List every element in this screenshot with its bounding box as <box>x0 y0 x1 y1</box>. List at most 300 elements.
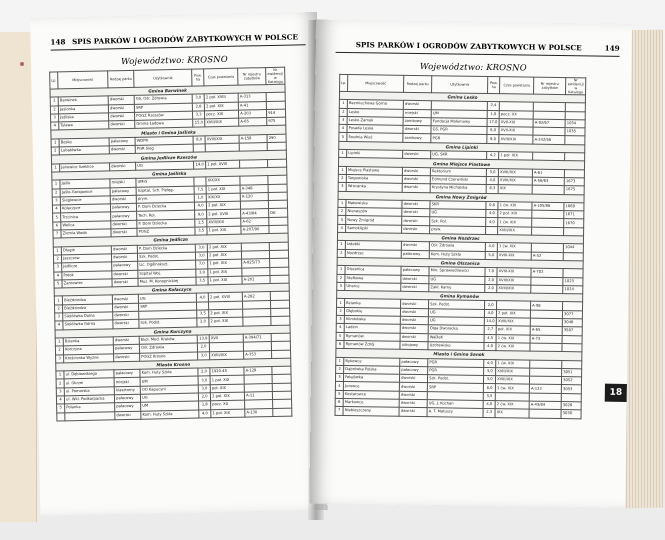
table-cell: 1,0 <box>487 110 499 118</box>
section-title: Gmina Nozdrzec <box>337 232 583 244</box>
table-cell: UM <box>431 109 487 118</box>
table-cell: klasztorny <box>114 386 140 395</box>
table-cell: A-62 <box>241 217 269 226</box>
table-cell: Ziemia Woda <box>61 229 111 238</box>
table-cell: 3,0 <box>198 376 210 385</box>
table-cell: 5 <box>57 404 65 412</box>
table-cell: dworski <box>400 325 428 334</box>
table-cell: UG, SKR <box>431 151 487 160</box>
table-cell: 3,5 <box>483 392 495 400</box>
table-cell: 3077 <box>563 310 583 319</box>
table-cell <box>565 153 585 162</box>
column-header: Miejscowość <box>58 71 108 89</box>
table-cell: 4,0 <box>195 202 207 211</box>
table-cell: 2 poł. XIX <box>207 201 241 210</box>
table-cell: dworski <box>403 150 431 159</box>
left-page-header <box>50 30 305 50</box>
table-cell: Szpital, Sch. Pielęg. <box>136 186 194 196</box>
table-cell: Lesko <box>347 108 403 117</box>
table-cell: 1 ćw. XIX <box>495 384 529 393</box>
table-cell: XVIII/XIX <box>496 367 530 376</box>
table-cell <box>562 343 582 352</box>
table-cell: A-61 <box>532 169 564 178</box>
table-cell: 1 <box>338 199 346 207</box>
table-cell: A-825/73 <box>242 259 270 268</box>
table-cell: pałacowy <box>115 403 141 412</box>
table-cell: SRP <box>427 383 483 392</box>
table-cell: dworski <box>113 303 139 312</box>
table-cell: 2 poł. XIX <box>209 317 243 326</box>
table-cell: PGR <box>431 134 487 143</box>
table-cell: 4,0 <box>484 342 496 350</box>
table-cell: 1,8 <box>199 401 211 410</box>
table-cell: Olga Dworecka <box>428 325 484 334</box>
table-cell: 3053 <box>561 385 581 394</box>
table-cell: 1 <box>56 371 64 379</box>
table-cell: Targowiska <box>346 174 402 183</box>
cover-marker <box>20 62 24 66</box>
table-cell: 1 ćw. XIX <box>498 218 532 227</box>
table-cell: 2 <box>55 305 63 313</box>
table-cell: 1 <box>337 241 345 249</box>
table-cell: 1 <box>339 149 347 157</box>
table-cell: dworski <box>399 408 427 417</box>
table-cell: 2 <box>338 208 346 216</box>
table-cell: 3,5 <box>196 277 208 286</box>
table-cell: dworski <box>111 220 137 229</box>
table-cell <box>486 226 498 234</box>
table-cell: dworski <box>400 316 428 325</box>
table-cell: XVIII/XIX <box>498 226 532 235</box>
table-cell: zamkowy <box>403 134 431 143</box>
table-cell: Kom. Huty Szkła <box>140 368 198 378</box>
table-cell: Lic. Ogólnokszt. <box>138 260 196 270</box>
table-cell <box>561 393 581 402</box>
table-cell: 1 <box>55 338 63 346</box>
table-cell: Jurowce <box>343 382 399 391</box>
table-cell: 2,0 <box>197 318 209 327</box>
table-cell: POGZ Rzeszów <box>135 111 193 121</box>
table-cell <box>565 103 585 112</box>
table-cell: Szk. Rol. <box>430 217 486 226</box>
table-cell <box>564 227 584 236</box>
table-cell: Muz. M. Konopnickiej <box>138 277 196 287</box>
table-cell: pałacowy <box>111 212 137 221</box>
table-cell: XIX <box>495 409 529 418</box>
table-cell: 4 <box>51 122 59 130</box>
table-cell: dworski <box>400 333 428 342</box>
table-cell <box>565 111 585 120</box>
table-cell: 7,0 <box>196 260 208 269</box>
table-cell: A-702 <box>531 268 563 277</box>
table-cell: 5 <box>53 213 61 221</box>
table-cell: XVIII/XIX <box>498 177 532 186</box>
table-cell: 14,0 <box>484 317 496 325</box>
table-cell: dworski <box>109 121 135 130</box>
table-cell: 3046 <box>562 319 582 328</box>
table-cell <box>273 408 292 417</box>
table-cell: 7,5 <box>194 185 206 194</box>
table-cell: 5 <box>54 280 62 288</box>
table-cell: pałacowy <box>114 369 140 378</box>
table-cell: Makowiska <box>346 199 402 208</box>
table-cell: 1024 <box>563 285 583 294</box>
table-cell: 7 <box>53 230 61 238</box>
table-cell <box>57 412 65 420</box>
table-cell: A-65 <box>239 118 267 127</box>
column-header: Nr rejestru zabytków <box>238 68 266 86</box>
table-cell: 1 poł. XIX <box>206 185 240 194</box>
table-cell: 1 poł. XIX <box>208 268 242 277</box>
table-cell: 2,0 <box>197 343 209 352</box>
table-cell: pałacowy <box>401 250 429 259</box>
table-cell: poł. XIX <box>210 384 244 393</box>
table-cell: 2,8 <box>192 102 204 111</box>
table-cell: zamkowy <box>403 117 431 126</box>
table-cell: XIX/XX <box>206 176 240 185</box>
table-cell: 3 <box>337 282 345 290</box>
section-title: Gmina Barwinek <box>50 84 285 97</box>
section-title: Gmina Rymanów <box>337 291 583 303</box>
table-cell: 1 <box>53 247 61 255</box>
table-cell: Polanka <box>65 403 115 412</box>
table-cell: 1 poł. XVIII <box>206 160 240 169</box>
table-cell: 3 <box>56 388 64 396</box>
table-cell: SRP <box>139 302 197 312</box>
table-cell: dworski <box>111 228 137 237</box>
table-cell: Zakł. Karny <box>429 284 485 293</box>
table-cell: XVIII/XIX <box>205 135 239 144</box>
table-cell: A-128 <box>244 367 272 376</box>
table-cell: 1 <box>337 299 345 307</box>
table-cell: Min. Sprawiedliwości <box>429 267 485 276</box>
table-cell <box>564 169 584 178</box>
table-cell: pryw. <box>430 225 486 234</box>
table-cell: XIX/XX <box>206 193 240 202</box>
table-cell: Kom. Huty Szkła <box>429 250 485 259</box>
table-cell: pałacowy <box>113 344 139 353</box>
table-cell: XVIII/XIX <box>205 118 239 127</box>
table-cell: 2 poł. XVIII <box>208 293 242 302</box>
table-cell: 1 poł. XIX <box>208 259 242 268</box>
table-cell: 2,4 <box>487 102 499 110</box>
table-cell: Jasionka <box>58 104 108 113</box>
column-header: Użytkownik <box>432 76 488 94</box>
table-cell: 975 <box>267 117 286 126</box>
table-cell: A-348 <box>240 184 268 193</box>
table-cell: 9,0 <box>195 210 207 219</box>
table-cell: A-353 <box>244 350 272 359</box>
table-cell: 2,0 <box>485 284 497 292</box>
table-cell: dworski <box>113 311 139 320</box>
table-cell <box>65 411 115 420</box>
table-cell: P. Dom Dziecka <box>137 244 195 254</box>
table-cell: A-394/71 <box>243 333 271 342</box>
table-cell: UG <box>429 275 485 284</box>
table-cell: 4 <box>55 321 63 329</box>
table-cell: Posada Leska <box>347 125 403 134</box>
table-cell: 1 ćw. XIX <box>496 359 530 368</box>
table-cell: A-43/84 <box>529 401 561 410</box>
table-cell: A-158 <box>239 134 267 143</box>
table-cell: 3 <box>338 183 346 191</box>
table-cell: 1 poł. XIX <box>211 409 245 418</box>
table-cell: dworski <box>113 336 139 345</box>
table-cell: Bieździedza <box>63 304 113 313</box>
table-cell: Nozdrzec <box>345 249 401 258</box>
table-cell: Besko <box>59 138 109 147</box>
table-cell: Lesko-Zamek <box>347 116 403 125</box>
table-cell: Żarnowiec <box>62 279 112 288</box>
table-cell: Falejówka <box>344 374 400 383</box>
table-cell: XVIII/XIX <box>497 284 531 293</box>
table-cell: P. Dom Dziecka <box>137 219 195 229</box>
table-cell: Rymanów Zdrój <box>344 340 400 349</box>
table-cell: Bzianka <box>345 299 401 308</box>
table-cell: A-92/67 <box>533 119 565 128</box>
table-cell: 3 <box>51 114 59 122</box>
table-cell: Długie <box>61 245 111 254</box>
table-cell: XVII-XIX <box>499 127 533 136</box>
table-cell: OO Kapucyni <box>140 385 198 395</box>
table-cell: dworski <box>108 104 134 113</box>
table-cell: Szk. Podst. <box>138 252 196 262</box>
table-cell: UG <box>138 293 196 303</box>
table-cell: Rymanów <box>344 332 400 341</box>
section-title: Miasto Krosno <box>56 358 291 371</box>
table-cell: 1 poł. XIX <box>207 226 241 235</box>
table-cell <box>197 302 209 311</box>
table-cell: XVIII-XIX <box>497 251 531 260</box>
table-cell: Fundacja Mołomowy <box>431 118 487 127</box>
table-cell: 1 <box>50 97 58 105</box>
table-cell: 1 ćw. XIX <box>498 202 532 211</box>
table-cell: 2 poł. XIX <box>207 243 241 252</box>
table-cell: 4,0 <box>486 218 498 226</box>
section-title: Gmina Lesko <box>339 91 585 103</box>
table-cell: UG <box>136 161 194 171</box>
table-cell: 2 poł. XVIII <box>207 210 241 219</box>
table-cell: Szpital Woj. <box>138 269 196 279</box>
section-title: Miasto i Gmina Sanok <box>336 349 582 361</box>
column-header: Pow. ha <box>488 76 500 93</box>
table-cell: dworski <box>402 184 430 193</box>
table-cell: dworski <box>401 283 429 292</box>
table-cell: Stefkowa <box>345 274 401 283</box>
table-cell <box>563 269 583 278</box>
table-cell: UG <box>141 393 199 403</box>
table-cell: dworski <box>112 270 138 279</box>
table-cell: Jaszczew <box>62 254 112 263</box>
table-cell: A-73 <box>530 335 562 344</box>
table-cell: dworski <box>110 162 136 171</box>
table-cell: Bieździedza <box>62 295 112 304</box>
table-cell <box>562 335 582 344</box>
table-cell: dworski <box>108 96 134 105</box>
table-cell: 3028 <box>561 402 581 411</box>
table-cell: 2,0 <box>198 368 210 377</box>
table-cell: A-207/90 <box>241 226 269 235</box>
table-cell: 290 <box>267 134 286 143</box>
table-cell: ul. Dębiowskiego <box>64 370 114 379</box>
table-cell: Szk. Podst. <box>139 318 197 328</box>
table-cell: XVIII/XIX <box>496 318 530 327</box>
column-header: Nr ewidencji w Katalogu <box>566 78 586 95</box>
table-cell: ul. Wkł. Podkarpacka <box>65 395 115 404</box>
table-cell: 3,0 <box>198 351 210 360</box>
table-cell: 2 poł. XIX <box>208 251 242 260</box>
table-cell: Niebieszczany <box>343 407 399 416</box>
table-cell: A-41 <box>238 101 266 110</box>
table-cell: A-122 <box>529 384 561 393</box>
table-cell: 2 <box>52 188 60 196</box>
table-cell: 1 <box>52 164 60 172</box>
section-title: Gmina Miejsce Piastowe <box>338 158 584 170</box>
table-cell: Trzcinica <box>61 212 111 221</box>
table-cell: POGZ <box>137 227 195 237</box>
right-region-title: Województwo: KROSNO <box>419 61 527 73</box>
table-cell: Olszanica <box>345 266 401 275</box>
table-cell: 8,0 <box>487 127 499 135</box>
column-header: Użytkownik <box>134 69 192 87</box>
table-cell: pryw. <box>136 194 194 204</box>
table-cell: 2 poł. XIX <box>209 309 243 318</box>
table-cell: 3 <box>338 216 346 224</box>
table-cell: 2 <box>337 249 345 257</box>
table-cell: Samoklęski <box>346 224 402 233</box>
table-cell: 13,9 <box>197 335 209 344</box>
table-cell: 1 <box>338 166 346 174</box>
right-page <box>309 20 632 508</box>
table-cell: 3,5 <box>195 227 207 236</box>
table-cell: 4 <box>56 396 64 404</box>
table-cell: 1 ćw. XIX <box>496 334 530 343</box>
table-cell: UG <box>430 209 486 218</box>
table-cell: 1035 <box>565 128 585 137</box>
table-cell: 4,0 <box>486 210 498 218</box>
table-cell: dworski <box>401 242 429 251</box>
table-cell: 7 <box>335 407 343 415</box>
table-cell: dworski <box>403 101 431 110</box>
table-cell: 1 <box>52 180 60 188</box>
table-cell: 2 poł. XIX <box>204 102 238 111</box>
table-cell: 2 <box>51 147 59 155</box>
table-cell: Markowce <box>343 398 399 407</box>
table-cell: XVIII/XIX <box>497 276 531 285</box>
table-cell: Sieglowice <box>60 196 110 205</box>
column-header: Nr rejestru zabytków <box>534 77 566 94</box>
table-cell: 1 <box>336 357 344 365</box>
table-cell: Wolica <box>61 221 111 230</box>
table-cell: 4,0 <box>199 409 211 418</box>
table-cell: 5 <box>336 332 344 340</box>
section-title: Gmina Nowy Żmigród <box>338 191 584 203</box>
column-header: Nr ewidencji w Katalogu <box>267 67 284 85</box>
table-cell: dworski <box>402 167 430 176</box>
table-cell: UG, J. Kochan <box>427 400 483 409</box>
left-header-title: SPIS PARKÓW I OGRODÓW ZABYTKOWYCH W POLSCE <box>71 32 298 47</box>
table-cell: Tech. Rol. <box>137 211 195 221</box>
table-cell: XIX <box>498 185 532 194</box>
table-cell: SRP <box>134 103 192 113</box>
table-cell: dworski <box>401 308 429 317</box>
table-cell: dworski <box>111 245 137 254</box>
table-cell: 4,0 <box>485 243 497 251</box>
column-header: Lp. <box>340 74 348 91</box>
table-cell: 2 <box>336 365 344 373</box>
table-cell: UM <box>141 401 199 411</box>
table-cell: 8,3 <box>486 185 498 193</box>
table-cell: 4 <box>335 382 343 390</box>
table-cell: Jaśliska <box>59 113 109 122</box>
table-cell: Uherce <box>345 282 401 291</box>
table-cell: 4,2 <box>487 152 499 160</box>
table-cell: 4,0 <box>485 309 497 317</box>
table-cell: 15,0 <box>193 119 205 128</box>
table-cell: A. T. Matuszy <box>427 408 483 417</box>
table-cell: Głębokie <box>345 307 401 316</box>
table-cell: dworski <box>402 217 430 226</box>
section-title: Miasto i Gmina Jaśliska <box>51 126 286 139</box>
table-cell: Edmund Czerwiński <box>430 176 486 185</box>
table-cell: 2 poł. XVIII <box>204 93 238 102</box>
table-cell: 3 <box>335 373 343 381</box>
table-cell: 1,5 <box>195 219 207 228</box>
table-cell: A-201 <box>242 275 270 284</box>
table-cell: dworski <box>399 399 427 408</box>
table-cell: 3,0 <box>486 168 498 176</box>
table-cell: miejski <box>114 378 140 387</box>
table-cell: 1671 <box>564 211 584 220</box>
table-cell: 3,0 <box>484 376 496 384</box>
table-cell: 5 <box>335 390 343 398</box>
right-header-title: SPIS PARKÓW I OGRODÓW ZABYTKOWYCH W POLSCE <box>355 40 582 53</box>
table-cell: dworski <box>401 275 429 284</box>
table-cell: pałacowy <box>109 137 135 146</box>
table-cell: dworski <box>402 200 430 209</box>
table-cell: 3 <box>56 354 64 362</box>
table-cell: 3,0 <box>192 94 204 103</box>
table-cell: Ladzin <box>344 324 400 333</box>
table-cell: Miejsce Piastowe <box>346 166 402 175</box>
table-cell: 2 <box>50 106 58 114</box>
table-cell: 3,0 <box>484 367 496 375</box>
table-cell: 1,0 <box>194 194 206 203</box>
table-cell: SKR <box>430 201 486 210</box>
table-cell: miejski <box>110 179 136 188</box>
table-cell: WDPR <box>135 136 193 146</box>
table-cell: Klimkówka <box>344 316 400 325</box>
table-cell: 2,7 <box>484 326 496 334</box>
table-cell: A-65 <box>530 326 562 335</box>
table-cell: Bykowce <box>344 357 400 366</box>
table-cell: A-282 <box>242 292 270 301</box>
table-cell: dworski <box>402 208 430 217</box>
table-cell: 2 <box>56 379 64 387</box>
table-cell: Wrocanka <box>346 183 402 192</box>
table-cell: 4,0 <box>483 400 495 408</box>
table-cell: XVIII/XIX <box>496 376 530 385</box>
table-cell: 17,0 <box>487 118 499 126</box>
section-title: Gmina Kołaczyce <box>54 283 289 296</box>
table-cell: Uzdrowisko <box>428 342 484 351</box>
table-cell: P. Dom Dziecka <box>137 202 195 212</box>
table-cell: 3052 <box>562 377 582 386</box>
table-cell: pałacowy <box>400 358 428 367</box>
table-cell: 2 poł. XIX <box>497 309 531 318</box>
section-title: Gmina Olszanica <box>337 257 583 269</box>
table-cell: dworski <box>109 145 135 154</box>
